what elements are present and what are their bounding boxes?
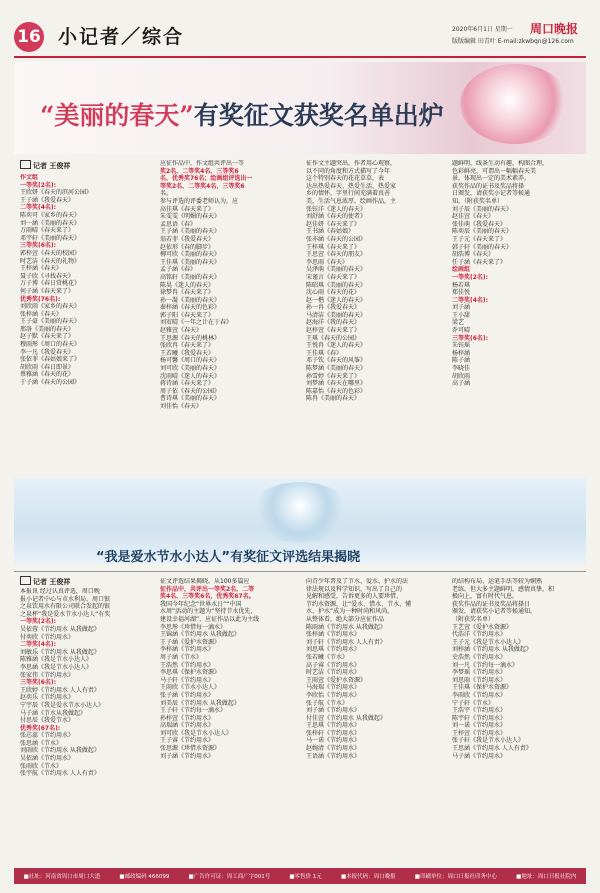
text-line: 赵奕乐《节约用水》 xyxy=(20,694,75,702)
text-line: 王子涵《美丽的春天》 xyxy=(160,228,221,236)
text-line: 王锦涵《节约用水 从我做起》 xyxy=(160,631,240,639)
text-line: 杨可馨《周口的春天》 xyxy=(160,357,221,365)
text-line: 张宇航《节约用水 人人有责》 xyxy=(20,770,100,778)
text-line: 孙一凝《美丽的春天》 xyxy=(160,296,221,304)
text-line: 沈雨晴《迷人的春天》 xyxy=(160,372,221,380)
text-line: 马海瑞《节约用水》 xyxy=(306,684,361,692)
text-line: 陈奕辰《美丽的春天》 xyxy=(452,228,513,236)
text-line: 周子涵《节水》 xyxy=(160,653,203,661)
text-line: 万雨晴《春天来了》 xyxy=(20,227,75,235)
text-line: 李欣怡《节约用水》 xyxy=(306,691,361,699)
text-line: 穆雨彤《周口的春天》 xyxy=(20,341,81,349)
text-line: 张欣冉《春天来了》 xyxy=(160,342,215,350)
text-line: 乔可晴 xyxy=(452,327,471,335)
text-line: 代浩洋《节约用水》 xyxy=(452,631,507,639)
text-line: 蒋诗涵《春天来了》 xyxy=(160,380,215,388)
article2-column-2 xyxy=(160,578,290,864)
text-line: 王思萱《春天的朋友》 xyxy=(306,251,367,259)
text-line: 这个特别春天的花花草草，表 xyxy=(306,175,385,183)
text-line: 刘一凡《节约每一滴水》 xyxy=(452,661,519,669)
text-line: 李思涵《我是节水小达人》 xyxy=(20,663,93,671)
text-line: 王子涵《爱护水资源》 xyxy=(160,638,221,646)
text-line: 孟子涵《春》 xyxy=(160,266,197,274)
text-line: 王琪《春天的公园》 xyxy=(306,334,361,342)
text-line: 张芯蕊《节约用水》 xyxy=(20,732,75,740)
text-line: 翁若菲《我爱春天》 xyxy=(160,235,215,243)
text-line: 李一凡《我爱春天》 xyxy=(20,348,75,356)
text-line: 徐梦冉《春天来了》 xyxy=(160,289,215,297)
text-line: 赵雅萱《春天》 xyxy=(160,327,203,335)
text-line: 邓宇轩《美丽的春天》 xyxy=(20,234,81,242)
rose-image xyxy=(460,64,570,144)
text-line: 马子涵《节水从我做起》 xyxy=(20,709,87,717)
header-rule xyxy=(14,56,586,58)
text-line: 王佳琪《保护水资源》 xyxy=(452,684,513,692)
text-line: 王思琪《节约用水》 xyxy=(306,722,361,730)
text-line: 征文评选结果揭晓。从100多篇应 xyxy=(160,578,250,585)
text-line: 应征作品中，作文组共评出一等 xyxy=(160,160,245,167)
text-line: 李梓涵《节约用水》 xyxy=(160,646,215,654)
text-line: 吴依涵《节约用水》 xyxy=(20,755,75,763)
text-line: 孙梓萱《节约用水》 xyxy=(160,714,215,722)
text-line: 高子睿《节约用水》 xyxy=(306,661,361,669)
text-line: 王欣婷《节约用水 人人有责》 xyxy=(20,686,100,694)
text-line: 乡的情怀，字里行间充满着真善 xyxy=(306,190,391,198)
text-line: 于子涵《春天的公园》 xyxy=(20,379,81,387)
text-line: 王佳琪《春》 xyxy=(306,349,343,357)
article2-column-4 xyxy=(452,578,582,864)
text-line: 李思雨《春天》 xyxy=(306,258,349,266)
text-line: 刘梦涵《春天在哪里》 xyxy=(306,380,367,388)
text-line: 王梓琪《春天来了》 xyxy=(306,243,361,251)
text-line: 宁子轩《节水》 xyxy=(452,699,495,707)
text-line: 刘雨欣《节约用水 从我做起》 xyxy=(20,747,100,755)
text-line: 赵一楷《迷人的春天》 xyxy=(306,296,367,304)
text-line: 吴泽萌《美丽的春天》 xyxy=(306,266,367,274)
text-line: 赵佳萱《春天》 xyxy=(452,213,495,221)
text-line: 马一诺《节约用水》 xyxy=(306,737,361,745)
text-line: 陈昭琪《美丽的春天》 xyxy=(306,281,367,289)
text-line: 以不同的角度和方式描写了今年 xyxy=(306,167,391,175)
text-line: 张子轩《我是节水小达人》 xyxy=(452,737,525,745)
text-line: 刘一诺《节约用水》 xyxy=(452,722,507,730)
text-line: 张梓涵《春天》 xyxy=(20,310,63,318)
text-line: 赵依形《春的脚步》 xyxy=(160,243,215,251)
text-line: 孙一冉《我爱春天》 xyxy=(306,304,361,312)
text-line: 宋谨言《春天来了》 xyxy=(306,273,361,281)
text-line: 王子豪《美丽的春天》 xyxy=(20,318,81,326)
text-line: 郭梓萱《春天的校园》 xyxy=(20,249,81,257)
text-line: 刘敏乐《节约用水 从我做起》 xyxy=(20,648,100,656)
text-line: 王子元《春天来了》 xyxy=(452,235,507,243)
text-line: （附获奖名单） xyxy=(452,615,495,623)
text-line: 高佳琪《春天来了》 xyxy=(160,205,215,213)
text-line: 王语涵《节约用水》 xyxy=(306,752,361,760)
text-line: 张雨欣《节水》 xyxy=(20,762,63,770)
text-line: 马子轩《节约用水》 xyxy=(160,676,215,684)
footer-item: ■地址：周口日报社院内 xyxy=(516,874,577,880)
text-line: 陈昊《迷人的春天》 xyxy=(160,281,215,289)
text-line: 题鲜明，线条生动有趣，构图合理， xyxy=(452,160,549,167)
text-line: 日颁发，请获奖小记者等候通 xyxy=(452,190,531,198)
text-line: 获奖作品的证书及奖品将择日 xyxy=(452,600,531,608)
text-line: 二等奖(4名): xyxy=(20,641,57,649)
article1-headline xyxy=(40,96,444,132)
text-line: 朱雯雯《明媚的春天》 xyxy=(160,213,221,221)
text-line: 名，优秀奖76名；绘画组评选出一 xyxy=(160,175,253,183)
text-line: 张依菲《春姑娘来了》 xyxy=(20,356,81,364)
text-line: 水周”活动的主题为“坚持节水优先， xyxy=(160,608,257,616)
text-line: 奖2名、二等奖4名、三等奖6 xyxy=(160,167,239,175)
text-line: 刘欣雨《家乡的春天》 xyxy=(20,303,81,311)
text-line: 宁宇辰《我是爱水节水小达人》 xyxy=(20,701,105,709)
text-line: 报小记者中心与市水利局、周口银 xyxy=(20,595,111,603)
text-line: 王小甜 xyxy=(452,311,471,319)
text-line: 曹诗琪《美丽的春天》 xyxy=(160,395,221,403)
text-line: 刘佳怡《春天》 xyxy=(160,403,203,410)
text-line: 极向上，富有时代气息。 xyxy=(452,593,519,601)
text-line: 张梓涵《节约用水》 xyxy=(306,631,361,639)
text-line: 王子睿《节约用水》 xyxy=(160,737,215,745)
text-line: 三等奖(6名): xyxy=(452,334,489,342)
text-line: 高子涵 xyxy=(452,380,471,388)
text-line: 刘可欣《我是节水小达人》 xyxy=(160,729,233,737)
text-line: 蔡雅涵《春天的花》 xyxy=(20,371,75,379)
text-line: 征作品中，共评出一等奖2名、二等 xyxy=(160,585,255,593)
text-line: 我国今年纪念“世界水日”“中国 xyxy=(160,600,242,608)
text-line: 参与评选的评委老师认为，应 xyxy=(160,197,239,205)
text-line: 邓子钦《春天的风筝》 xyxy=(306,357,367,365)
text-line: 王雨萱《爱护水资源》 xyxy=(306,676,367,684)
text-line: 从整体看，绝大部分应征作品 xyxy=(306,615,385,623)
text-line: 节约水资源，让“爱水、惜水、节水、懂 xyxy=(306,600,412,608)
text-line: 李晓佳 xyxy=(452,365,471,373)
text-line: 杨若琪 xyxy=(452,281,471,289)
footer-item: ■印刷单位：周口日报社印务中心 xyxy=(414,874,497,880)
article1-column-2 xyxy=(160,160,290,476)
text-line: 王子轩《节约每一滴水》 xyxy=(160,707,227,715)
text-line: 张思涵《节水》 xyxy=(20,739,63,747)
editor-line: 版版编辑 田青叶 E-mail:zkwbqn@126.com xyxy=(452,38,574,45)
text-line: 刘宥晴《一年之计在于春》 xyxy=(160,319,233,327)
text-line: 王浩然《节约用水》 xyxy=(160,661,215,669)
text-line: 刘子涵《节约用水》 xyxy=(160,752,215,760)
text-line: 刘思雨《节约用水》 xyxy=(452,676,507,684)
text-line: 征作文主题突出，作者用心观察， xyxy=(306,160,397,167)
text-line: 王若曦《我爱春天》 xyxy=(160,349,215,357)
newspaper-brand: 周口晚报 xyxy=(530,22,579,36)
text-line: 王子元《我是节水小达人》 xyxy=(452,638,525,646)
text-line: 马清洁《美丽的春天》 xyxy=(306,311,367,319)
text-line: 陈梦涵《美丽的春天》 xyxy=(306,365,367,373)
article2-column-3 xyxy=(306,578,436,864)
text-line: 等奖2名、二等奖4名，三等奖6 xyxy=(160,182,245,190)
text-line: 朱钰瑶 xyxy=(452,342,471,350)
text-line: 陈子涵 xyxy=(452,357,471,365)
text-line: 胡欣雨 xyxy=(452,372,471,380)
text-line: 建设幸福河湖”，应征作品以此为主线 xyxy=(160,615,260,623)
article1-column-3 xyxy=(306,160,436,476)
text-line: 邢洛《美丽的春天》 xyxy=(20,325,75,333)
text-line: 李梦瑶《节约用水》 xyxy=(452,669,507,677)
text-line: 王悦冉《迷人的春天》 xyxy=(306,342,367,350)
text-line: 刘子涵《节约用水》 xyxy=(306,707,361,715)
text-line: 刘舒涵《春天的使者》 xyxy=(306,213,367,221)
text-line: 孙雪婷《春天来了》 xyxy=(306,372,361,380)
text-line: 刘子涵 xyxy=(452,304,471,312)
text-line: 付佳萱《节约用水 从我做起》 xyxy=(306,714,386,722)
text-line: 赵子默《春天来了》 xyxy=(20,333,75,341)
text-line: 之泉饮用水有限公司联合发起的银 xyxy=(20,603,111,611)
article1-byline: 记者 王俊祥 xyxy=(20,160,70,171)
text-line: 张家伟《节约用水》 xyxy=(20,671,75,679)
text-line: 王佳琪《美丽的春天》 xyxy=(160,258,221,266)
text-line: 郭子阳《春天来了》 xyxy=(160,311,215,319)
article1-title-highlight: “美丽的春天” xyxy=(40,101,194,130)
text-line: 胡欣雨《春日即景》 xyxy=(20,363,75,371)
text-line: 王思涵《节约用水 人人有责》 xyxy=(452,745,532,753)
text-line: 王书涵《春姑娘》 xyxy=(306,228,355,236)
text-line: 向青少年普及了节水、爱水、护水的法 xyxy=(306,578,409,585)
text-line: 优秀奖(76名): xyxy=(20,295,61,303)
text-line: 王子涵《我爱春天》 xyxy=(20,196,75,204)
water-drop-image xyxy=(250,482,350,542)
text-line: 张钰洋《迷人的春天》 xyxy=(306,205,367,213)
text-line: 郑佳悦 xyxy=(452,289,471,297)
text-line: 刘可欣《美丽的春天》 xyxy=(160,365,221,373)
text-line: 绘画组 xyxy=(452,266,471,274)
text-line: 赵海洋《我的春天》 xyxy=(306,319,361,327)
text-line: 刘梓涵《节约用水 从我做起》 xyxy=(452,646,532,654)
text-line: 王浩宇《节约用水》 xyxy=(452,707,507,715)
text-line: 三等奖(6名): xyxy=(20,679,57,687)
text-line: 名。 xyxy=(160,190,173,198)
text-line: 陈冉《美丽的春天》 xyxy=(306,395,361,403)
text-line: 陈雅涵《我是节水小达人》 xyxy=(20,656,93,664)
text-line: 赵佳妍《春天来了》 xyxy=(306,220,361,228)
footer-item: ■邮政编码 466099 xyxy=(119,874,170,880)
text-line: 刘一涵《美丽的春天》 xyxy=(20,219,81,227)
text-line: 时艺洁《春天的礼物》 xyxy=(20,257,81,265)
text-line: 赵婉清《节约用水》 xyxy=(306,745,361,753)
text-line: 王艺萱《爱护水资源》 xyxy=(452,623,513,631)
text-line: 三等奖(6名): xyxy=(20,242,57,250)
text-line: 史浩然《节约用水》 xyxy=(452,653,507,661)
text-line: 时艺洁《节约用水》 xyxy=(306,669,361,677)
text-line: 王欣妍《春天的滨河公园》 xyxy=(20,189,93,197)
text-line: 优秀奖(67名): xyxy=(20,724,61,732)
text-line: 水、护水”成为一种时尚和风尚。 xyxy=(306,608,394,616)
text-line: 李雨欣《节约用水》 xyxy=(452,691,507,699)
text-line: 张子涵《节约用水》 xyxy=(160,691,215,699)
text-line: 沈心雨《春天的花》 xyxy=(306,289,361,297)
text-line: 李思彤《珍惜每一滴水》 xyxy=(160,623,227,631)
article2-column-1 xyxy=(20,588,150,864)
text-line: 李思琪《保护水资源》 xyxy=(160,669,221,677)
article1-column-1 xyxy=(20,174,148,474)
text-line: 一等奖(2名): xyxy=(452,273,489,281)
text-line: 颁发，请获奖小记者等候通知。 xyxy=(452,608,537,616)
text-line: 马子涵《节约用水》 xyxy=(452,752,507,760)
article1-column-4 xyxy=(452,160,582,476)
text-line: 奖4名、三等奖6名，优秀奖67名。 xyxy=(160,593,255,601)
article2-byline: 记者 王俊祥 xyxy=(20,576,70,587)
text-line: 刘子辰《美丽的春天》 xyxy=(452,205,513,213)
text-line: 陈雨涵《节约用水 从我做起》 xyxy=(306,623,386,631)
text-line: 达出热爱春天、热爱生活、热爱家 xyxy=(306,182,397,190)
footer-item: ■社址：河南省周口市周口大道 xyxy=(23,874,101,880)
text-line: 色彩鲜亮，可谓出一幅幅春天美 xyxy=(452,167,537,175)
text-line: 张梓轩《节约用水》 xyxy=(306,729,361,737)
text-line: 获奖作品的证书及奖品将择 xyxy=(452,182,525,190)
footer-item: ■本报代码：周口晚报 xyxy=(340,874,396,880)
text-line: 吴依蓉《节约用水 从我做起》 xyxy=(20,625,100,633)
text-line: 胡浩博《春天》 xyxy=(452,251,495,259)
text-line: 本报讯 经过认真评选，周口晚 xyxy=(20,588,100,595)
text-line: 杨梓涵 xyxy=(452,349,471,357)
text-line: 二等奖(4名): xyxy=(20,204,57,212)
text-line: 付思辰《我爱节水》 xyxy=(20,717,75,725)
text-line: 张佳萌《我爱春天》 xyxy=(452,220,507,228)
text-line: 之泉杯“我是爱水节水小达人”有奖 xyxy=(20,610,111,618)
text-line: 陈嘉怡《春天的色彩》 xyxy=(306,387,367,395)
text-line: 的结构布局、运笔手法等较为娴熟 xyxy=(452,578,543,585)
article1-title-rest: 有奖征文获奖名单出炉 xyxy=(193,101,444,130)
text-line: 付奕欣《节约用水》 xyxy=(20,633,75,641)
text-line: 万子博《春日赏桃花》 xyxy=(20,280,81,288)
section-divider xyxy=(14,571,586,572)
footer-item: ■广告许可证：周工商广字001号 xyxy=(188,874,271,880)
text-line: 景，体现出一定的美术素养。 xyxy=(452,175,531,183)
text-line: 任子涵《春天来了》 xyxy=(452,258,507,266)
text-line: 何子涵《春天来了》 xyxy=(20,287,75,295)
text-line: 律法规以及科学知识，写出了自己的 xyxy=(306,585,403,593)
text-line: 一等奖(2名): xyxy=(20,181,57,189)
text-line: 二等奖(4名): xyxy=(452,296,489,304)
text-line: 高瑞涵《节约用水》 xyxy=(160,722,215,730)
text-line: 刘思琪《节约用水》 xyxy=(306,646,361,654)
text-line: 见解和感受，告诉更多的人要珍惜、 xyxy=(306,593,403,601)
text-line: 张子航《节水》 xyxy=(306,699,349,707)
text-line: 陈宇轩《节约用水》 xyxy=(452,714,507,722)
text-line: 柳可欣《美丽的春天》 xyxy=(160,251,221,259)
text-line: 张亦涵《春天的公园》 xyxy=(306,235,367,243)
text-line: 一等奖(2名): xyxy=(20,618,57,626)
text-line: 秦梓涵《春天的色彩》 xyxy=(160,304,221,312)
text-line: 王梓萱《节约用水》 xyxy=(452,729,507,737)
text-line: 高铭轩《美丽的春天》 xyxy=(160,273,221,281)
text-line: 张思源《珍惜水资源》 xyxy=(160,745,221,753)
text-line: 孟思语《春》 xyxy=(160,220,197,228)
section-title: 小记者／综合 xyxy=(58,26,185,48)
text-line: 刘美辰《节约用水 从我做起》 xyxy=(160,699,240,707)
text-line: 美，生活气息浓厚。绘画作品，主 xyxy=(306,197,397,205)
text-line: 刘子轩《节约用水 人人有责》 xyxy=(306,638,386,646)
text-line: 王梓涵《春天》 xyxy=(20,265,63,273)
text-line: 老练，但大多主题鲜明，感情真挚，积 xyxy=(452,585,555,593)
text-line: 韩子轩《美丽的春天》 xyxy=(452,243,513,251)
article2-headline: “我是爱水节水小达人”有奖征文评选结果揭晓 xyxy=(96,550,361,565)
footer-bar xyxy=(14,868,586,884)
text-line: 梁艺 xyxy=(452,319,465,327)
issue-date: 2020年6月1日 星期一 xyxy=(452,26,513,33)
text-line: 王思源《春天的桃林》 xyxy=(160,334,221,342)
text-line: 王雨欣《节水小达人》 xyxy=(160,684,221,692)
footer-item: ■零售价 1元 xyxy=(289,874,322,880)
text-line: 赵梓萱《春天来了》 xyxy=(306,327,361,335)
page-number-badge: 16 xyxy=(14,22,44,52)
text-line: 陈奕可《家乡的春天》 xyxy=(20,211,81,219)
text-line: 聂子欣《寻找春天》 xyxy=(20,272,75,280)
text-line: 周子依《春天的公园》 xyxy=(160,387,221,395)
text-line: 张若曦《节水》 xyxy=(306,653,349,661)
text-line: 作文组 xyxy=(20,174,39,181)
text-line: 知。（附获奖名单） xyxy=(452,197,504,205)
